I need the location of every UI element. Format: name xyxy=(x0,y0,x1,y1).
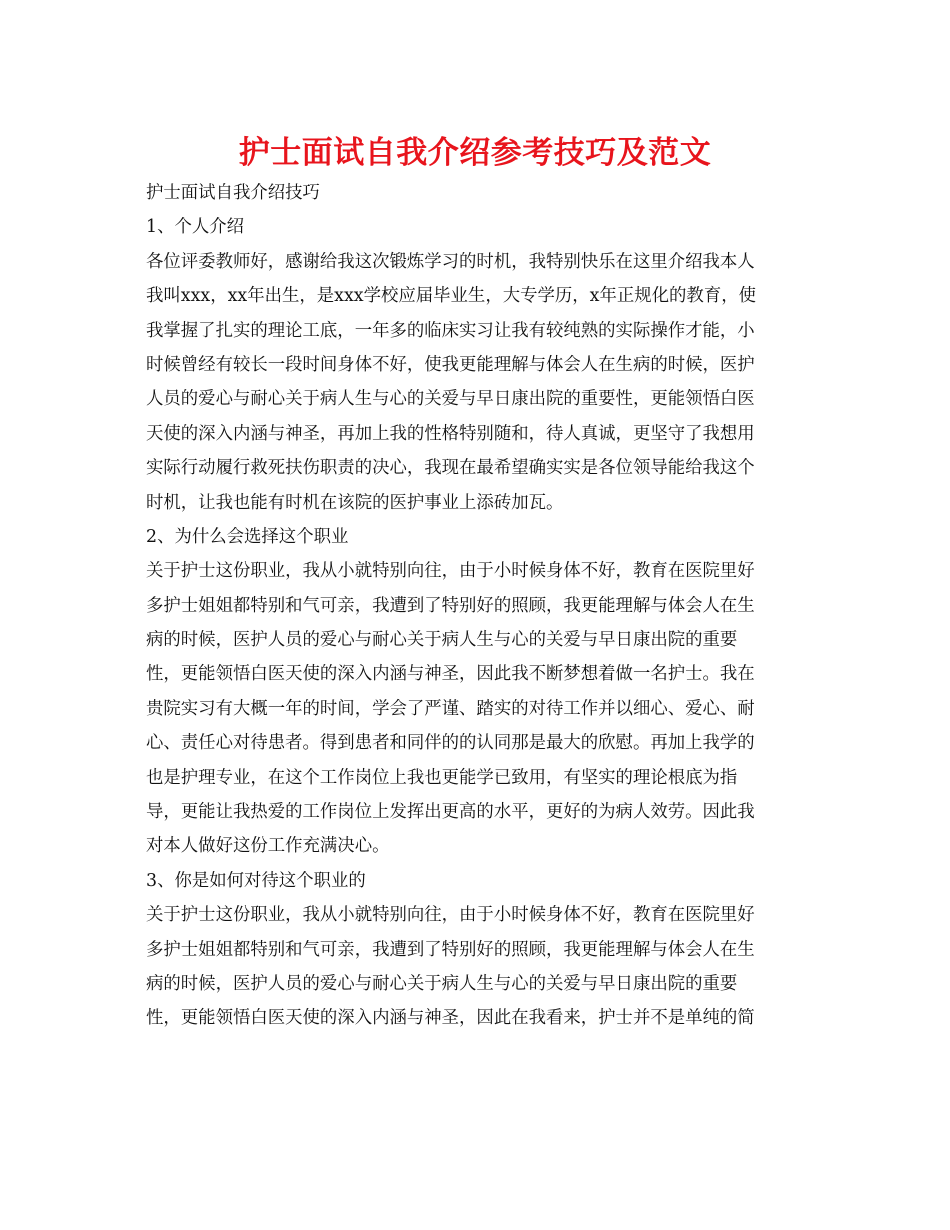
text-line: 性，更能领悟白医天使的深入内涵与神圣，因此我不断梦想着做一名护士。我在 xyxy=(146,664,755,685)
text-line: 时机，让我也能有时机在该院的医护事业上添砖加瓦。 xyxy=(146,492,564,513)
text-line: 天使的深入内涵与神圣，再加上我的性格特别随和，待人真诚，更坚守了我想用 xyxy=(146,423,755,444)
text-line: 也是护理专业，在这个工作岗位上我也更能学已致用，有坚实的理论根底为指 xyxy=(146,767,738,788)
text-line: 病的时候，医护人员的爱心与耐心关于病人生与心的关爱与早日康出院的重要 xyxy=(146,630,738,651)
text-line: 2、为什么会选择这个职业 xyxy=(146,526,349,547)
text-line: 对本人做好这份工作充满决心。 xyxy=(146,836,390,857)
text-line: 我叫xxx，xx年出生，是xxx学校应届毕业生，大专学历，x年正规化的教育，使 xyxy=(146,286,756,307)
text-line: 贵院实习有大概一年的时间，学会了严谨、踏实的对待工作并以细心、爱心、耐 xyxy=(146,698,755,719)
text-line: 多护士姐姐都特别和气可亲，我遭到了特别好的照顾，我更能理解与体会人在生 xyxy=(146,939,755,960)
text-line: 时候曾经有较长一段时间身体不好，使我更能理解与体会人在生病的时候，医护 xyxy=(146,354,755,375)
text-line: 关于护士这份职业，我从小就特别向往，由于小时候身体不好，教育在医院里好 xyxy=(146,561,755,582)
text-line: 心、责任心对待患者。得到患者和同伴的的认同那是最大的欣慰。再加上我学的 xyxy=(146,733,755,754)
text-line: 导，更能让我热爱的工作岗位上发挥出更高的水平，更好的为病人效劳。因此我 xyxy=(146,802,755,823)
text-line: 实际行动履行救死扶伤职责的决心，我现在最希望确实实是各位领导能给我这个 xyxy=(146,458,755,479)
text-line: 多护士姐姐都特别和气可亲，我遭到了特别好的照顾，我更能理解与体会人在生 xyxy=(146,595,755,616)
document-title: 护士面试自我介绍参考技巧及范文 xyxy=(238,135,712,171)
text-line: 关于护士这份职业，我从小就特别向往，由于小时候身体不好，教育在医院里好 xyxy=(146,905,755,926)
text-line: 1、个人介绍 xyxy=(146,217,245,238)
text-line: 性，更能领悟白医天使的深入内涵与神圣，因此在我看来，护士并不是单纯的简 xyxy=(146,1008,755,1029)
text-line: 护士面试自我介绍技巧 xyxy=(146,183,320,203)
text-line: 各位评委教师好，感谢给我这次锻炼学习的时机，我特别快乐在这里介绍我本人 xyxy=(146,251,755,272)
text-line: 我掌握了扎实的理论工底，一年多的临床实习让我有较纯熟的实际操作才能，小 xyxy=(146,320,755,341)
text-line: 病的时候，医护人员的爱心与耐心关于病人生与心的关爱与早日康出院的重要 xyxy=(146,973,738,994)
text-line: 3、你是如何对待这个职业的 xyxy=(146,870,366,891)
text-line: 人员的爱心与耐心关于病人生与心的关爱与早日康出院的重要性，更能领悟白医 xyxy=(146,389,755,410)
document-body xyxy=(146,176,806,1036)
